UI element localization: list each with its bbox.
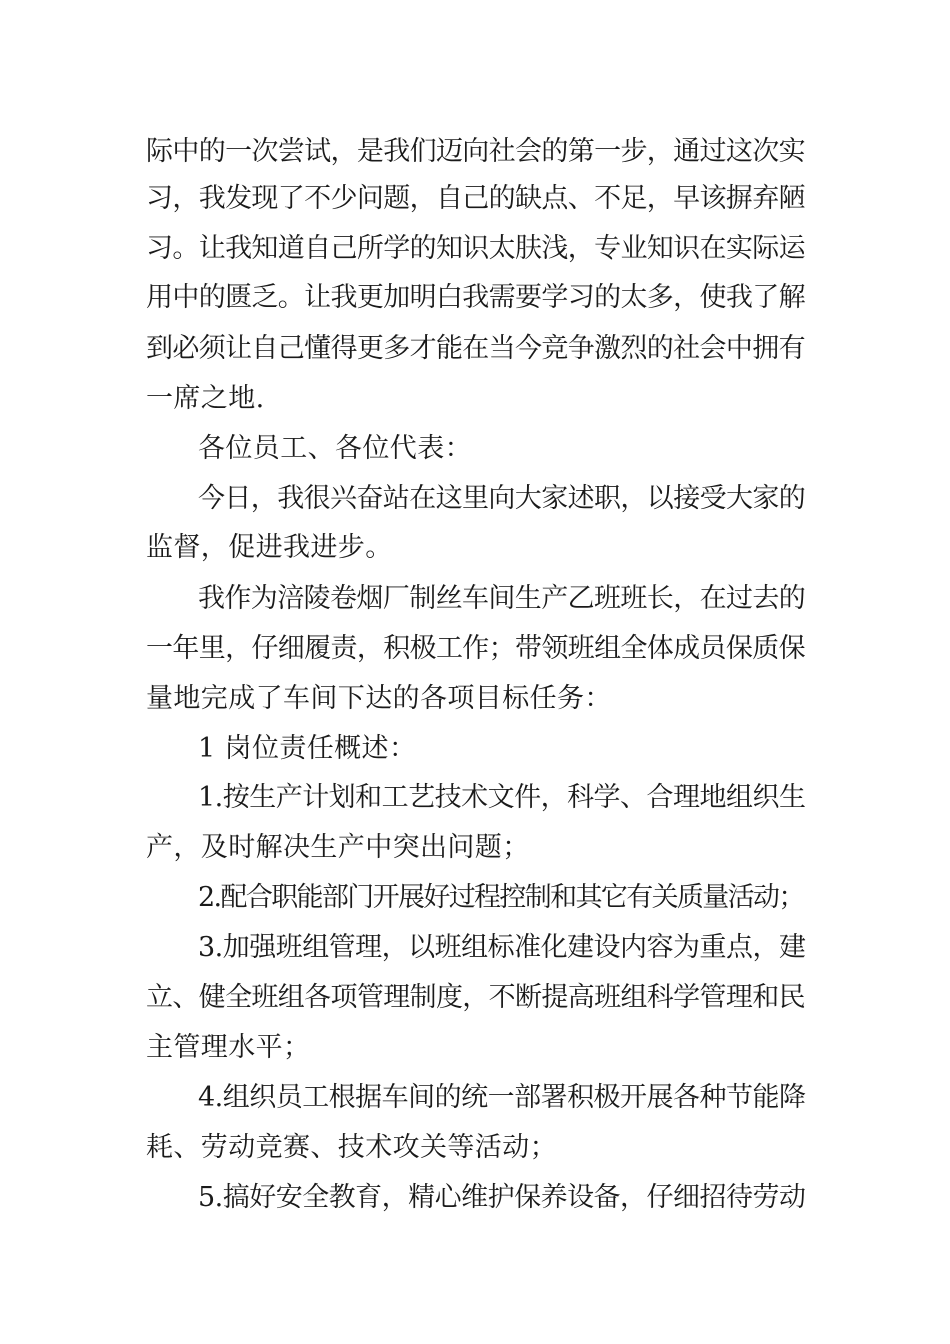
text-line: 2.配合职能部门开展好过程控制和其它有关质量活动； — [198, 882, 804, 913]
text-line: 立、健全班组各项管理制度，不断提高班组科学管理和民 — [146, 982, 805, 1013]
text-line: 各位员工、各位代表： — [198, 433, 472, 464]
text-line: 一年里，仔细履责，积极工作；带领班组全体成员保质保 — [146, 633, 805, 664]
text-line: 监督，促进我进步。 — [146, 532, 393, 563]
text-line: 一席之地. — [146, 383, 265, 414]
text-line: 产，及时解决生产中突出问题； — [146, 832, 530, 863]
text-line: 主管理水平； — [146, 1032, 311, 1063]
text-line: 5.搞好安全教育，精心维护保养设备，仔细招待劳动 — [198, 1182, 806, 1213]
text-line: 量地完成了车间下达的各项目标任务： — [146, 683, 612, 714]
text-line: 我作为涪陵卷烟厂制丝车间生产乙班班长，在过去的 — [198, 583, 806, 614]
text-line: 1.按生产计划和工艺技术文件，科学、合理地组织生 — [198, 782, 806, 813]
text-line: 习。让我知道自己所学的知识太肤浅，专业知识在实际运 — [146, 233, 805, 264]
text-line: 1 岗位责任概述： — [198, 733, 417, 764]
text-line: 到必须让自己懂得更多才能在当今竞争激烈的社会中拥有 — [146, 333, 805, 364]
text-line: 4.组织员工根据车间的统一部署积极开展各种节能降 — [198, 1082, 806, 1113]
text-line: 际中的一次尝试，是我们迈向社会的第一步，通过这次实 — [146, 136, 805, 167]
text-line: 用中的匮乏。让我更加明白我需要学习的太多，使我了解 — [146, 282, 805, 313]
text-line: 今日，我很兴奋站在这里向大家述职，以接受大家的 — [198, 483, 806, 514]
text-line: 习，我发现了不少问题，自己的缺点、不足，早该摒弃陋 — [146, 183, 805, 214]
text-line: 耗、劳动竞赛、技术攻关等活动； — [146, 1132, 557, 1163]
text-line: 3.加强班组管理，以班组标准化建设内容为重点，建 — [198, 932, 806, 963]
